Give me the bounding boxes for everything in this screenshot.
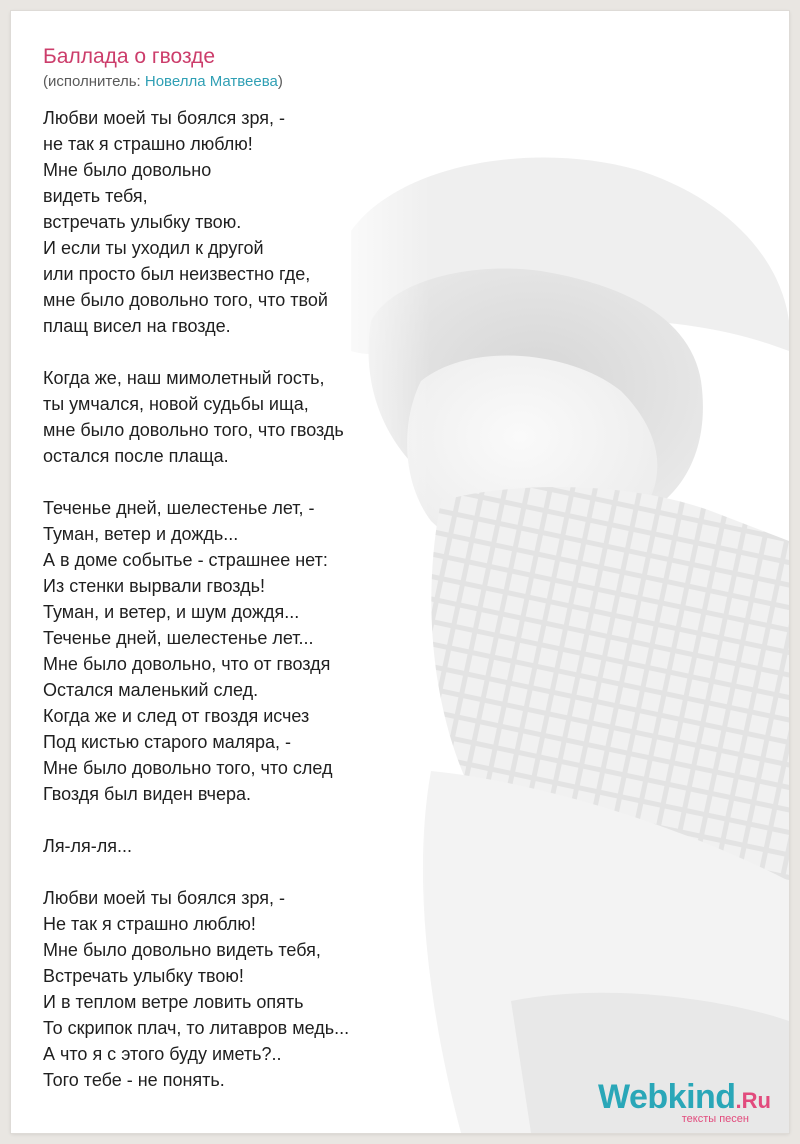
logo-main-text: Webkind	[598, 1078, 736, 1116]
logo-subtitle: тексты песен	[681, 1113, 749, 1125]
site-logo[interactable]	[571, 1077, 771, 1127]
song-title: Баллада о гвозде	[43, 45, 216, 68]
lyrics-text: Любви моей ты боялся зря, - не так я страшно люблю! Мне было довольно видеть тебя, встречать улыбку твою. И если ты уходил к другой или просто был неизвестно где, мне было довольно того, что твой плащ висел на гвозде. Когда же, наш мимолетный гость, ты умчался, новой судьбы ища, мне было довольно того, что гвоздь остался после плаща. Теченье дней, шелестенье лет, - Туман, ветер и дождь... А в доме событье - страшнее нет: Из стенки вырвали гвоздь! Туман, и ветер, и шум дождя... Теченье дней, шелестенье лет... Мне было довольно, что от гвоздя Остался маленький след. Когда же и след от гвоздя исчез Под кистью старого маляра, - Мне было довольно того, что след Гвоздя был виден вчера. Ля-ля-ля... Любви моей ты боялся зря, - Не так я страшно люблю! Мне было довольно видеть тебя, Встречать улыбку твою! И в теплом ветре ловить опять То скрипок плач, то литавров медь... А что я с этого буду иметь?.. Того тебе - не понять.	[43, 108, 350, 1090]
artist-line	[43, 72, 283, 92]
artist-suffix: )	[277, 73, 283, 90]
artist-link[interactable]: Новелла Матвеева	[144, 73, 278, 90]
logo-domain-suffix: .Ru	[735, 1088, 771, 1113]
lyrics-sheet	[11, 11, 789, 1133]
artist-prefix: (исполнитель:	[43, 73, 145, 90]
